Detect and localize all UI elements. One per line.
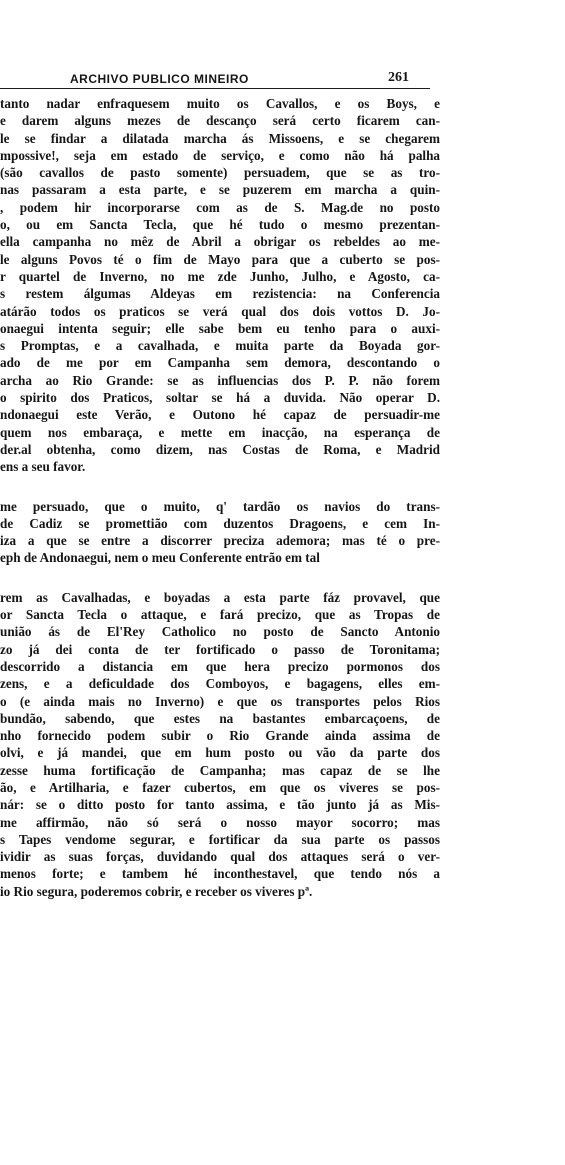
text-line: le se findar a dilatada marcha ás Missoens, e se chegarem bbox=[0, 130, 440, 146]
text-line: atárão todos os praticos se verá qual dos dois vottos D. Jo- bbox=[0, 303, 440, 319]
text-line: menos forte; e tambem hé inconthestavel, que tendo nós a bbox=[0, 866, 440, 882]
text-line: r quartel de Inverno, no me zde Junho, Julho, e Agosto, ca- bbox=[0, 268, 440, 284]
body-text bbox=[0, 95, 440, 900]
paragraph bbox=[0, 589, 440, 900]
text-line: nár: se o ditto posto for tanto assima, e tão junto já as Mis- bbox=[0, 797, 440, 813]
text-line: zo já dei conta de ter fortificado o passo de Toronitama; bbox=[0, 641, 440, 657]
text-line: , podem hir incorporarse com as de S. Mag.de no posto bbox=[0, 199, 440, 215]
paragraph bbox=[0, 95, 440, 476]
text-line: iza a que se entre a discorrer preciza ademora; mas té o pre- bbox=[0, 533, 440, 549]
text-line: de Cadiz se promettião com duzentos Dragoens, e cem In- bbox=[0, 515, 440, 531]
text-line: ens a seu favor. bbox=[0, 459, 86, 475]
paragraph-gap bbox=[0, 567, 440, 589]
text-line: zesse huma fortificação de Campanha; mas capaz de se lhe bbox=[0, 762, 440, 778]
text-line: e darem alguns mezes de descanço será certo ficarem can- bbox=[0, 113, 440, 129]
text-line: o (e ainda mais no Inverno) e que os transportes pelos Rios bbox=[0, 693, 440, 709]
text-line: descorrido a distancia em que hera precizo pormonos dos bbox=[0, 658, 440, 674]
text-line: união ás de El'Rey Catholico no posto de Sancto Antonio bbox=[0, 624, 440, 640]
text-line: ndonaegui este Verão, e Outono hé capaz de persuadir-me bbox=[0, 407, 440, 423]
text-line: der.al obtenha, como dizem, nas Costas de Roma, e Madrid bbox=[0, 441, 440, 457]
text-line: onaegui intenta seguir; elle sabe bem eu tenho para o auxi- bbox=[0, 320, 440, 336]
text-line: o spirito dos Praticos, soltar se há a duvida. Não operar D. bbox=[0, 390, 440, 406]
text-line: nho fornecido podem subir o Rio Grande ainda assima de bbox=[0, 728, 440, 744]
text-line: s Tapes vendome segurar, e fortificar da sua parte os passos bbox=[0, 831, 440, 847]
running-title: ARCHIVO PUBLICO MINEIRO bbox=[70, 72, 249, 86]
text-line: ividir as suas forças, duvidando qual dos attaques será o ver- bbox=[0, 849, 440, 865]
text-line: ado de me por em Campanha sem demora, descontando o bbox=[0, 355, 440, 371]
text-line: nas passaram a esta parte, e se puzerem em marcha a quin- bbox=[0, 182, 440, 198]
text-line: tanto nadar enfraquesem muito os Cavallos, e os Boys, e bbox=[0, 96, 440, 111]
text-line: or Sancta Tecla o attaque, e fará precizo, que as Tropas de bbox=[0, 607, 440, 623]
paragraph bbox=[0, 498, 440, 567]
text-line: le alguns Povos té o fim de Mayo para que a cuberto se pos- bbox=[0, 251, 440, 267]
text-line: eph de Andonaegui, nem o meu Conferente entrão em tal bbox=[0, 550, 320, 566]
text-line: zens, e a deficuldade dos Comboyos, e bagagens, elles em- bbox=[0, 676, 440, 692]
text-line: me affirmão, não só será o nosso mayor socorro; mas bbox=[0, 814, 440, 830]
text-line: o, ou em Sancta Tecla, que hé tudo o mesmo prezentan- bbox=[0, 217, 440, 233]
text-line: io Rio segura, poderemos cobrir, e receber os viveres pª. bbox=[0, 883, 313, 899]
text-line: (são cavallos de pasto somente) persuadem, que se as tro- bbox=[0, 165, 440, 181]
text-line: ão, e Artilharia, e fazer cubertos, em que os viveres se pos- bbox=[0, 779, 440, 795]
text-line: me persuado, que o muito, q' tardão os navios do trans- bbox=[0, 498, 440, 514]
text-line: rem as Cavalhadas, e boyadas a esta parte fáz provavel, que bbox=[0, 589, 440, 605]
text-line: ella campanha no mêz de Abril a obrigar os rebeldes ao me- bbox=[0, 234, 440, 250]
text-line: olvi, e já mandei, que em hum posto ou vão da parte dos bbox=[0, 745, 440, 761]
text-line: mpossive!, seja em estado de serviço, e como não há palha bbox=[0, 147, 440, 163]
header-rule bbox=[0, 88, 430, 89]
page-number: 261 bbox=[388, 70, 409, 85]
text-line: quem nos embaraça, e mette em inacção, na esperança de bbox=[0, 424, 440, 440]
paragraph-gap bbox=[0, 476, 440, 498]
text-line: bundão, sabendo, que estes na bastantes embarcaçoens, de bbox=[0, 710, 440, 726]
text-line: s restem álgumas Aldeyas em rezistencia: na Conferencia bbox=[0, 286, 440, 302]
text-line: s Promptas, e a cavalhada, e muita parte da Boyada gor- bbox=[0, 338, 440, 354]
text-line: archa ao Rio Grande: se as influencias dos P. P. não forem bbox=[0, 372, 440, 388]
